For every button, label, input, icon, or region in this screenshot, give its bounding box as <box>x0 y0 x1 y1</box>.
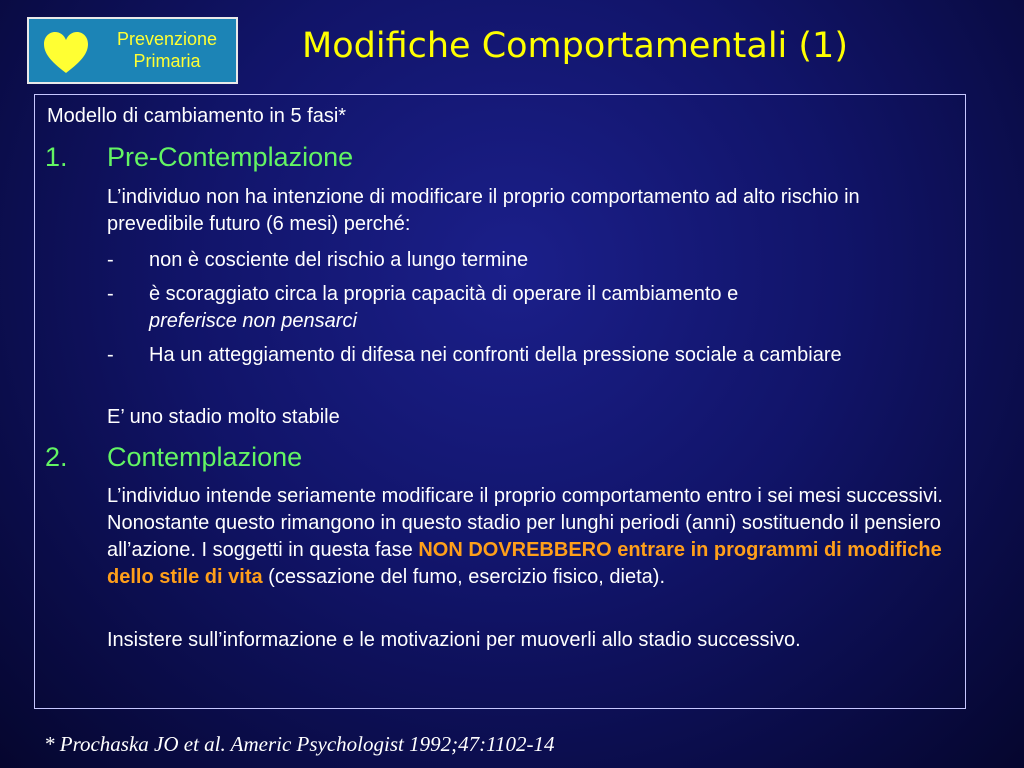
logo-line-1: Prevenzione <box>116 29 218 49</box>
section-1-description: L’individuo non ha intenzione di modificare il proprio comportamento ad alto rischio in prevedibile futuro (6 mesi) perché: <box>107 186 860 235</box>
bullet-1-text: non è cosciente del rischio a lungo termine <box>149 249 529 271</box>
content-box <box>34 94 966 709</box>
bullet-3-text: Ha un atteggiamento di difesa nei confronti della pressione sociale a cambiare <box>149 344 842 366</box>
section-1-number: 1. <box>45 142 68 172</box>
bullet-2-text: è scoraggiato circa la propria capacità di operare il cambiamento e <box>149 283 739 305</box>
logo-line-2: Primaria <box>133 51 201 71</box>
section-1-heading: Pre-Contemplazione <box>107 142 354 172</box>
logo-box <box>27 17 238 84</box>
section-1-note: E’ uno stadio molto stabile <box>107 406 340 428</box>
heart-icon <box>42 31 90 75</box>
section-2-heading: Contemplazione <box>107 442 303 472</box>
bullet-2 <box>149 281 949 335</box>
bullet-2-marker: - <box>107 283 114 305</box>
section-2-emphasis: NON DOVREBBERO entrare in programmi di modifiche dello stile di vita <box>107 539 942 588</box>
section-2-number: 2. <box>45 442 68 472</box>
section-2-description-end: (cessazione del fumo, esercizio fisico, dieta). <box>262 566 666 588</box>
bullet-2-italic: preferisce non pensarci <box>149 310 357 332</box>
slide-title: Modifiche Comportamentali (1) <box>302 26 848 66</box>
logo-text <box>99 28 235 72</box>
section-2-description-start: L’individuo intende seriamente modificare il proprio comportamento entro i sei mesi successivi. Nonostante questo rimangono in questo stadio per lunghi periodi (anni) sostituendo il pensiero all’azione. I soggetti in questa fase <box>107 485 943 561</box>
intro-text: Modello di cambiamento in 5 fasi* <box>47 105 347 127</box>
section-2-description <box>107 483 957 591</box>
section-2-note: Insistere sull’informazione e le motivazioni per muoverli allo stadio successivo. <box>107 629 801 651</box>
bullet-3-marker: - <box>107 344 114 366</box>
footnote-citation: * Prochaska JO et al. Americ Psychologist 1992;47:1102-14 <box>44 732 555 756</box>
bullet-1-marker: - <box>107 249 114 271</box>
